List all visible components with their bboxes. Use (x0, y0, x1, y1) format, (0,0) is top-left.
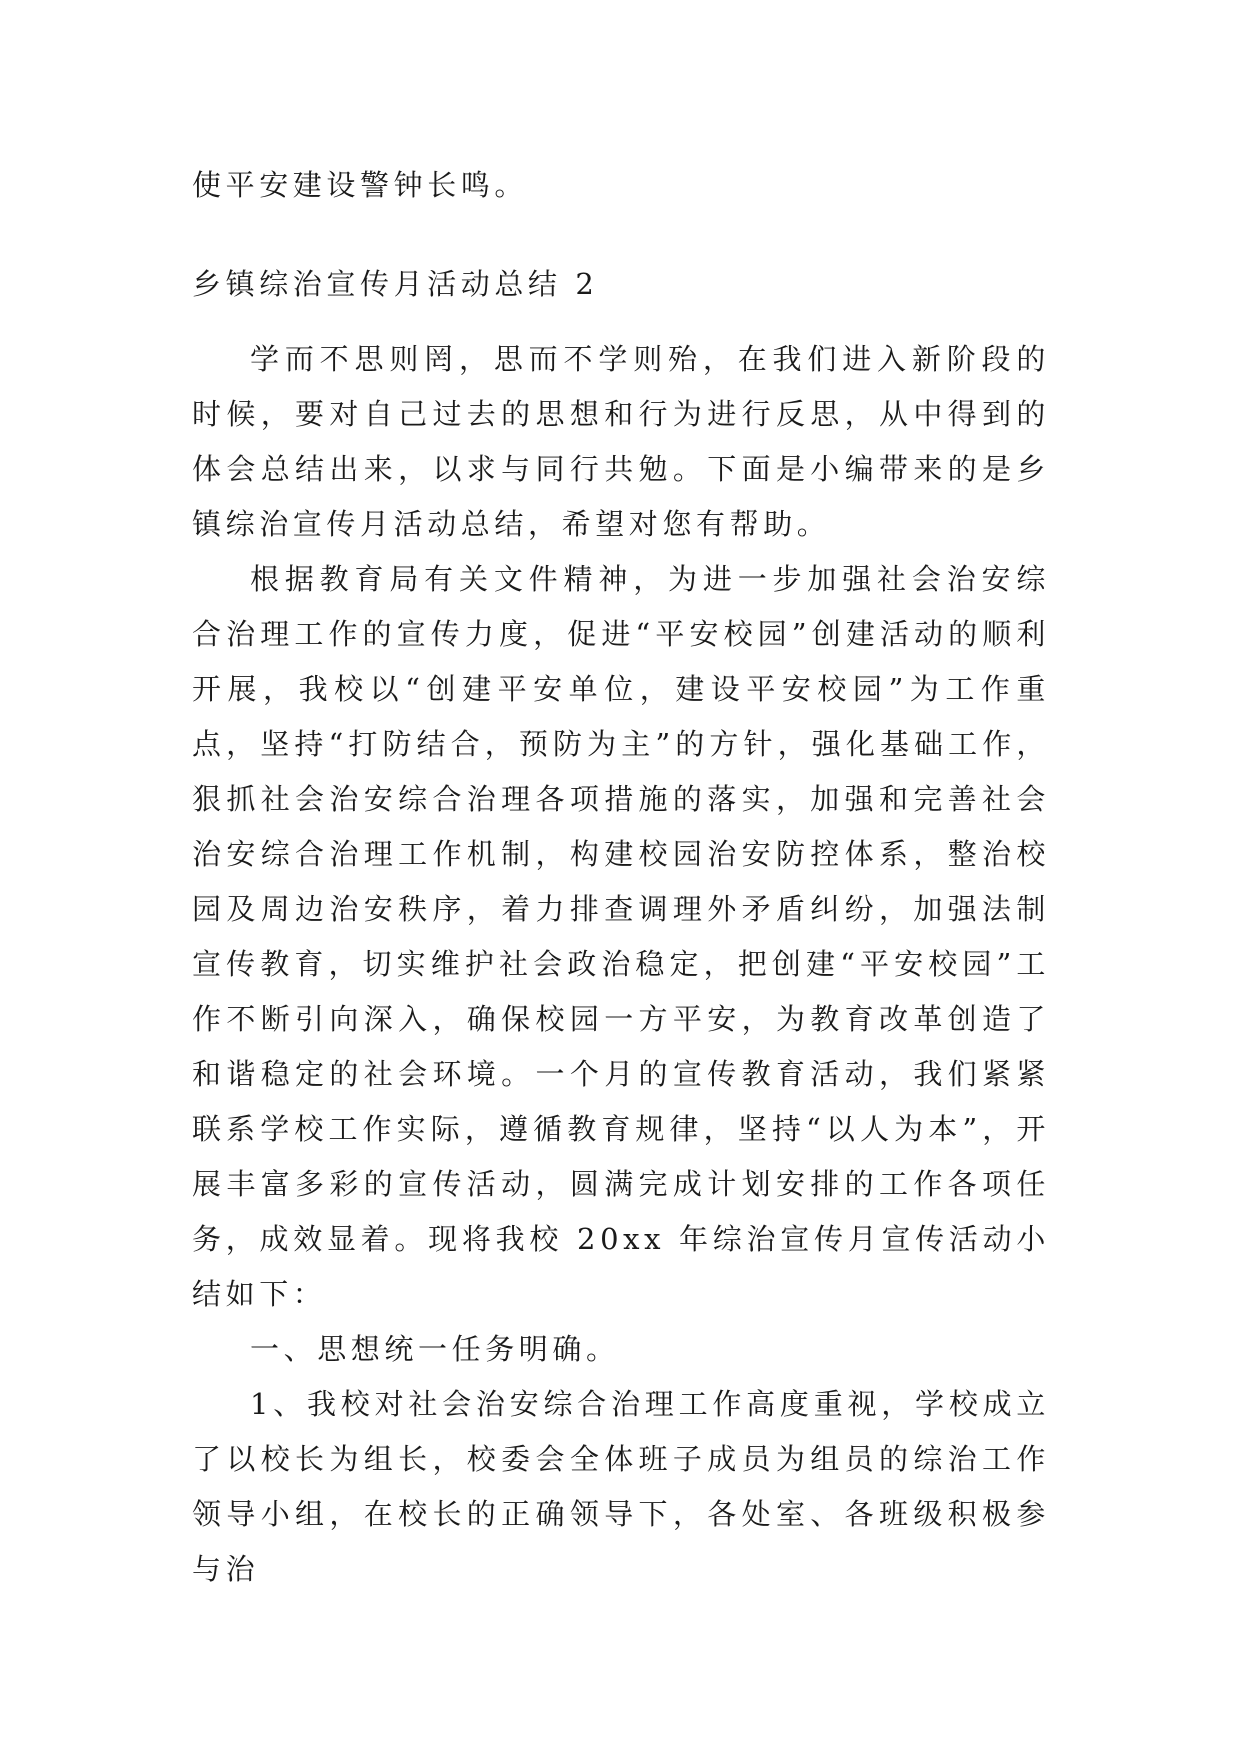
section-heading: 乡镇综治宣传月活动总结 2 (192, 267, 599, 301)
section-heading-block (192, 257, 1050, 312)
paragraph-subheading: 一、思想统一任务明确。 (250, 1332, 620, 1366)
paragraph-main: 根据教育局有关文件精神，为进一步加强社会治安综合治理工作的宣传力度，促进“平安校园”创建活动的顺利开展，我校以“创建平安单位，建设平安校园”为工作重点，坚持“打防结合，预防为主”的方针，强化基础工作，狠抓社会治安综合治理各项措施的落实，加强和完善社会治安综合治理工作机制，构建校园治安防控体系，整治校园及周边治安秩序，着力排查调理外矛盾纠纷，加强法制宣传教育，切实维护社会政治稳定，把创建“平安校园”工作不断引向深入，确保校园一方平安，为教育改革创造了和谐稳定的社会环境。一个月的宣传教育活动，我们紧紧联系学校工作实际，遵循教育规律，坚持“以人为本”，开展丰富多彩的宣传活动，圆满完成计划安排的工作各项任务，成效显着。现将我校 20xx 年综治宣传月宣传活动小结如下： (192, 562, 1050, 1311)
paragraph-item-1: 1、我校对社会治安综合治理工作高度重视，学校成立了以校长为组长，校委会全体班子成员为组员的综治工作领导小组，在校长的正确领导下，各处室、各班级积极参与治 (192, 1387, 1050, 1586)
body-text (192, 332, 1050, 1597)
continuation-text (192, 158, 1050, 213)
paragraph-intro: 学而不思则罔，思而不学则殆，在我们进入新阶段的时候，要对自己过去的思想和行为进行反思，从中得到的体会总结出来，以求与同行共勉。下面是小编带来的是乡镇综治宣传月活动总结，希望对您有帮助。 (192, 342, 1050, 541)
continuation-line: 使平安建设警钟长鸣。 (192, 168, 529, 202)
